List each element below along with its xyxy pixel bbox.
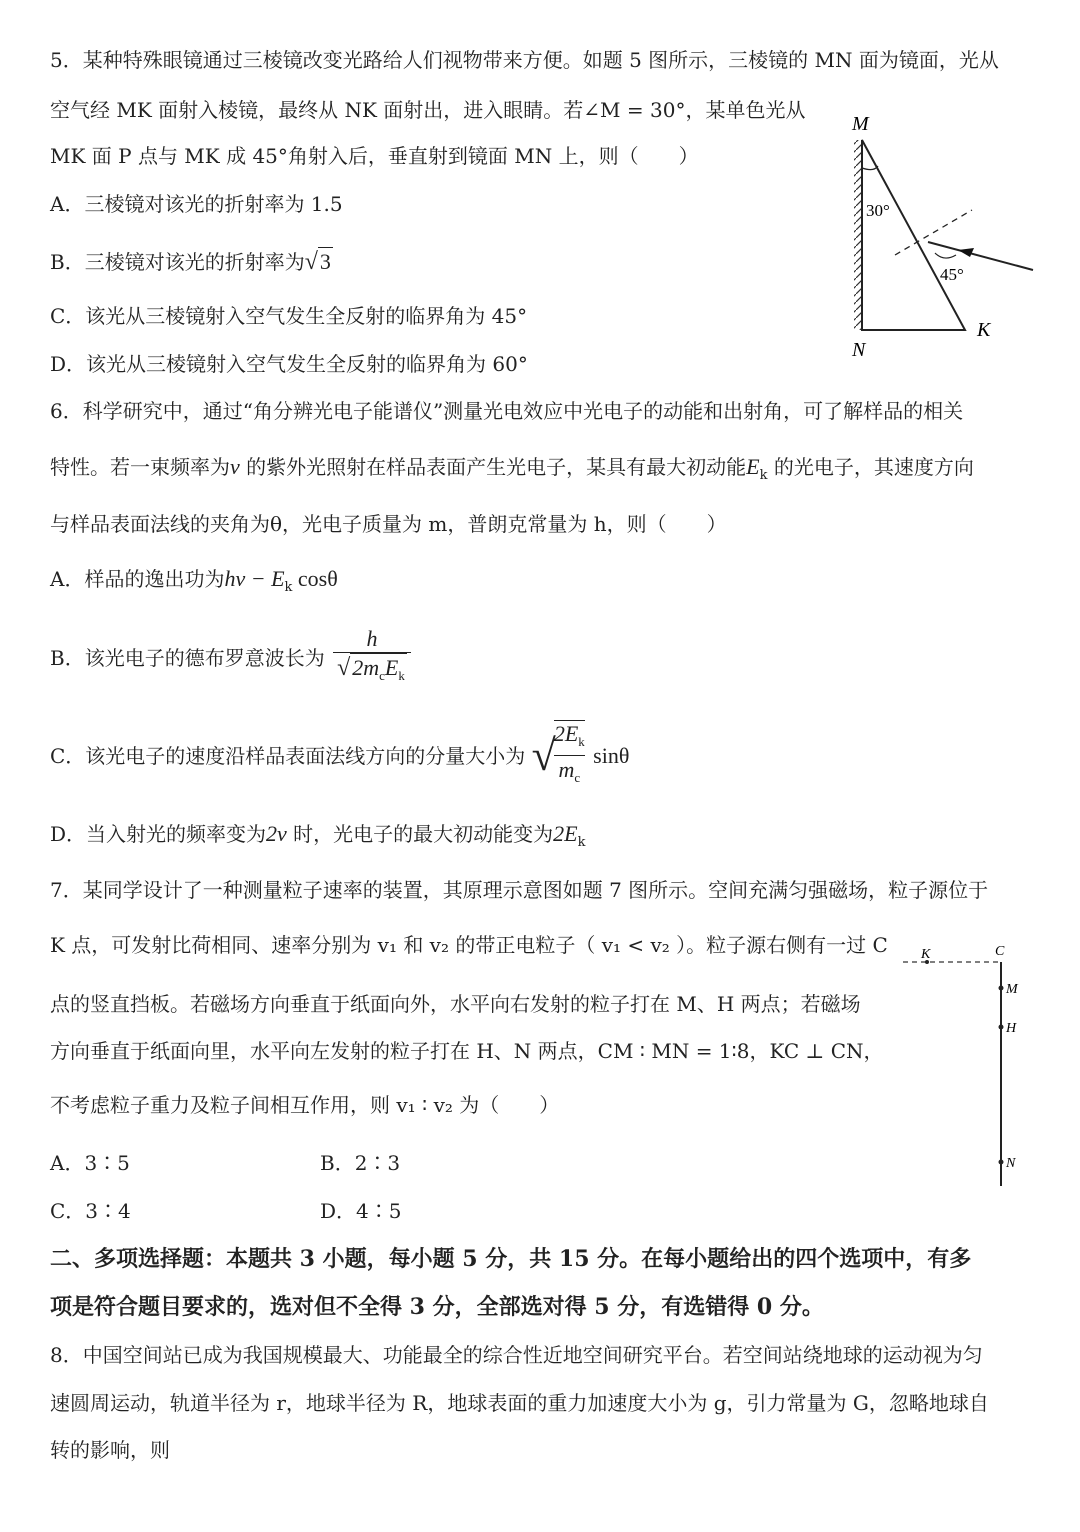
q6-E-sub: k (759, 468, 768, 483)
q6-stem-line1: 6．科学研究中，通过“角分辨光电子能谱仪”测量光电效应中光电子的动能和出射角，可了解样品的相关 (50, 399, 964, 423)
label-N: N (1006, 1156, 1016, 1171)
q5-option-b: B．三棱镜对该光的折射率为√3 (50, 249, 331, 275)
q6-option-b-den-sub2: k (398, 668, 405, 683)
q6-stem-line3: 与样品表面法线的夹角为θ，光电子质量为 m，普朗克常量为 h，则（ ） (50, 512, 727, 536)
q6-option-b-fraction: $\frac{h}{√2m_cE_k}$ (333, 626, 411, 690)
q6-option-b-den-E: E (384, 655, 399, 680)
q6-line2-c: 的光电子，其速度方向 (767, 455, 974, 479)
q6-option-d-math2: 2E (553, 821, 578, 846)
q5-option-c: C．该光从三棱镜射入空气发生全反射的临界角为 45° (50, 304, 528, 328)
q7-option-a: A．3∶5 (50, 1151, 130, 1175)
q6-line2-a: 特性。若一束频率为 (50, 455, 230, 479)
label-M: M (1006, 982, 1018, 997)
q6-option-c-num: 2E (553, 721, 579, 746)
label-M: M (852, 113, 869, 135)
q6-option-a-math: hν − E (224, 566, 285, 591)
q5-stem-line1: 5．某种特殊眼镜通过三棱镜改变光路给人们视物带来方便。如题 5 图所示，三棱镜的 MN 面为镜面，光从 (50, 48, 999, 72)
q5-option-b-math: 3 (319, 249, 331, 274)
q6-option-b-den-sub1: c (379, 668, 385, 683)
q6-option-b-num: h (366, 626, 378, 651)
q6-option-a (50, 565, 338, 602)
q8-stem-line2: 速圆周运动，轨道半径为 r，地球半径为 R，地球表面的重力加速度大小为 g，引力常量为 G，忽略地球自 (50, 1391, 989, 1415)
q6-option-b (50, 626, 413, 690)
q8-stem-line3: 转的影响，则 (50, 1438, 170, 1462)
q6-option-d (50, 820, 586, 857)
q6-option-c-tail: sinθ (593, 743, 630, 768)
label-30deg: 30° (866, 201, 890, 220)
section2-heading-line1: 二、多项选择题：本题共 3 小题，每小题 5 分，共 15 分。在每小题给出的四个选项中，有多 (50, 1246, 972, 1272)
q6-nu: ν (230, 454, 240, 479)
q6-stem-line2 (50, 453, 974, 490)
q6-option-b-den: 2m (352, 655, 380, 680)
label-K: K (921, 947, 931, 962)
ray-arrowhead (958, 248, 974, 257)
point-N (999, 1160, 1004, 1165)
q6-option-a-sub: k (284, 580, 293, 595)
label-H: H (1006, 1021, 1017, 1036)
q6-option-c-den: m (558, 757, 575, 782)
q5-stem-line3: MK 面 P 点与 MK 成 45°角射入后，垂直射到镜面 MN 上，则（ ） (50, 144, 699, 168)
q6-option-a-tail: cosθ (292, 566, 338, 591)
q6-option-b-text: B．该光电子的德布罗意波长为 (50, 646, 325, 670)
label-N: N (852, 339, 866, 361)
mirror-hatching (854, 140, 862, 330)
q6-option-c-fraction (554, 720, 585, 792)
angle-arc-45 (935, 253, 956, 258)
q6-option-a-text: A．样品的逸出功为 (50, 567, 225, 591)
q7-stem-line2: K 点，可发射比荷相同、速率分别为 v₁ 和 v₂ 的带正电粒子（ v₁ < v₂ ）。粒子源右侧有一过 C (50, 933, 888, 957)
prism-triangle (862, 140, 965, 330)
q7-stem-line3: 点的竖直挡板。若磁场方向垂直于纸面向外，水平向右发射的粒子打在 M、H 两点；若磁场 (50, 992, 861, 1016)
q7-option-b: B．2∶3 (320, 1151, 401, 1175)
q7-option-d: D．4∶5 (320, 1199, 402, 1223)
q7-stem-line4: 方向垂直于纸面向里，水平向左发射的粒子打在 H、N 两点，CM ∶ MN = 1∶8，KC ⊥ CN， (50, 1039, 884, 1063)
q6-E: E (746, 454, 760, 479)
q6-option-c-num-sub: k (578, 734, 585, 749)
q8-stem-line1: 8．中国空间站已成为我国规模最大、功能最全的综合性近地空间研究平台。若空间站绕地球的运动视为匀 (50, 1343, 983, 1367)
label-K: K (977, 319, 991, 341)
q7-stem-line1: 7．某同学设计了一种测量粒子速率的装置，其原理示意图如题 7 图所示。空间充满匀强磁场，粒子源位于 (50, 878, 989, 902)
q6-option-d-text2: 时，光电子的最大初动能变为 (286, 822, 554, 846)
point-H (999, 1025, 1004, 1030)
label-C: C (995, 944, 1005, 959)
q7-apparatus-figure (895, 940, 1035, 1195)
q5-option-b-text: B．三棱镜对该光的折射率为 (50, 250, 305, 274)
q5-option-a: A．三棱镜对该光的折射率为 1.5 (50, 192, 343, 216)
q7-option-c: C．3∶4 (50, 1199, 131, 1223)
q6-option-d-math1: 2ν (266, 821, 287, 846)
q6-option-d-sub: k (577, 835, 586, 850)
q6-option-c-den-sub: c (574, 770, 581, 785)
section2-heading-line2: 项是符合题目要求的，选对但不全得 3 分，全部选对得 5 分，有选错得 0 分。 (50, 1294, 824, 1320)
q5-prism-figure (840, 110, 1050, 370)
point-M (999, 986, 1004, 991)
q6-option-d-text: D．当入射光的频率变为 (50, 822, 267, 846)
q6-option-c-text: C．该光电子的速度沿样品表面法线方向的分量大小为 (50, 744, 526, 768)
label-45deg: 45° (940, 265, 964, 284)
normal-dashed-line (895, 210, 972, 255)
q5-option-d: D．该光从三棱镜射入空气发生全反射的临界角为 60° (50, 352, 528, 376)
q5-stem-line2: 空气经 MK 面射入棱镜，最终从 NK 面射出，进入眼睛。若∠M = 30°，某单色光从 (50, 98, 806, 122)
q7-stem-line5: 不考虑粒子重力及粒子间相互作用，则 v₁ ∶ v₂ 为（ ） (50, 1093, 560, 1117)
q6-line2-b: 的紫外光照射在样品表面产生光电子，某具有最大初动能 (239, 455, 747, 479)
q6-option-c: C．该光电子的速度沿样品表面法线方向的分量大小为 √ $\frac{2E_k}{m_c}$ sinθ (50, 720, 629, 792)
